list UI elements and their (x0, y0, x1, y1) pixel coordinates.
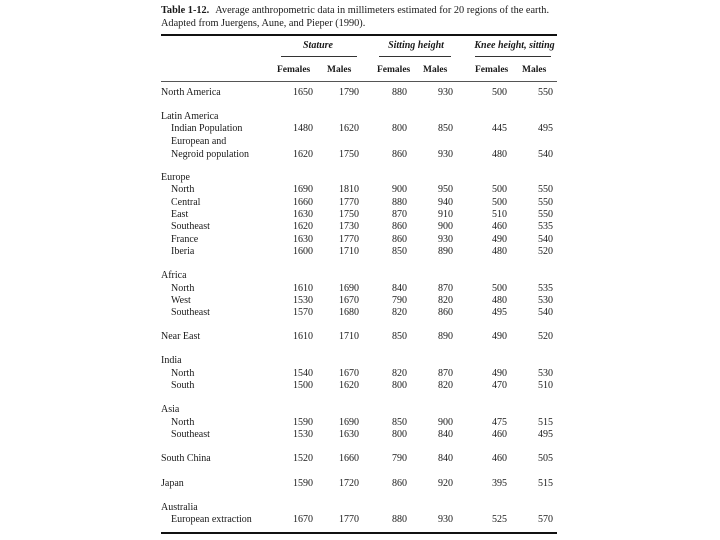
cell-value: 1590 (293, 417, 313, 428)
cell-value: 500 (492, 197, 507, 208)
group-rule-knee-height (475, 56, 551, 57)
row-label: India (161, 355, 182, 366)
cell-value: 535 (538, 283, 553, 294)
cell-value: 870 (438, 283, 453, 294)
cell-value: 550 (538, 87, 553, 98)
cell-value: 870 (438, 368, 453, 379)
cell-value: 930 (438, 87, 453, 98)
cell-value: 930 (438, 149, 453, 160)
row-label: South China (161, 453, 211, 464)
cell-value: 1660 (339, 453, 359, 464)
cell-value: 840 (438, 453, 453, 464)
cell-value: 880 (392, 514, 407, 525)
row-label: West (171, 295, 191, 306)
cell-value: 1770 (339, 197, 359, 208)
cell-value: 1690 (339, 283, 359, 294)
cell-value: 1650 (293, 87, 313, 98)
group-header-sitting-height: Sitting height (388, 40, 444, 51)
row-label: Near East (161, 331, 201, 342)
subheader-stature-males: Males (327, 65, 352, 75)
row-label: Latin America (161, 111, 219, 122)
cell-value: 840 (438, 429, 453, 440)
table-row (161, 123, 557, 135)
cell-value: 860 (392, 478, 407, 489)
cell-value: 550 (538, 197, 553, 208)
cell-value: 490 (492, 368, 507, 379)
cell-value: 550 (538, 209, 553, 220)
cell-value: 1620 (293, 149, 313, 160)
cell-value: 460 (492, 221, 507, 232)
cell-value: 930 (438, 234, 453, 245)
cell-value: 500 (492, 184, 507, 195)
group-rule-sitting-height (379, 56, 451, 57)
cell-value: 860 (392, 234, 407, 245)
cell-value: 920 (438, 478, 453, 489)
cell-value: 1520 (293, 453, 313, 464)
cell-value: 460 (492, 429, 507, 440)
row-label: North (171, 417, 195, 428)
cell-value: 395 (492, 478, 507, 489)
table-row (161, 184, 557, 196)
row-label: North (171, 283, 195, 294)
cell-value: 1710 (339, 331, 359, 342)
table-row (161, 478, 557, 490)
cell-value: 1770 (339, 234, 359, 245)
cell-value: 500 (492, 283, 507, 294)
table-row (161, 453, 557, 465)
cell-value: 850 (392, 417, 407, 428)
table-row (161, 246, 557, 258)
cell-value: 470 (492, 380, 507, 391)
top-rule (161, 34, 557, 36)
cell-value: 1620 (339, 380, 359, 391)
row-label: France (171, 234, 199, 245)
cell-value: 530 (538, 368, 553, 379)
row-label: Asia (161, 404, 180, 415)
cell-value: 1770 (339, 514, 359, 525)
cell-value: 1670 (339, 368, 359, 379)
cell-value: 500 (492, 87, 507, 98)
cell-value: 850 (438, 123, 453, 134)
cell-value: 890 (438, 331, 453, 342)
subheader-sitting-females: Females (377, 65, 411, 75)
table-row (161, 380, 557, 392)
table-caption (161, 4, 557, 30)
cell-value: 1730 (339, 221, 359, 232)
row-label: Africa (161, 270, 187, 281)
cell-value: 900 (438, 417, 453, 428)
cell-value: 1530 (293, 429, 313, 440)
subheader-knee-males: Males (522, 65, 547, 75)
cell-value: 1710 (339, 246, 359, 257)
table-row (161, 149, 557, 161)
cell-value: 1660 (293, 197, 313, 208)
cell-value: 1500 (293, 380, 313, 391)
row-label: Indian Population (171, 123, 243, 134)
cell-value: 1810 (339, 184, 359, 195)
cell-value: 530 (538, 295, 553, 306)
row-label: North (171, 368, 195, 379)
cell-value: 900 (438, 221, 453, 232)
cell-value: 520 (538, 331, 553, 342)
cell-value: 1630 (293, 209, 313, 220)
cell-value: 460 (492, 453, 507, 464)
cell-value: 910 (438, 209, 453, 220)
cell-value: 570 (538, 514, 553, 525)
cell-value: 890 (438, 246, 453, 257)
cell-value: 870 (392, 209, 407, 220)
row-label: North (171, 184, 195, 195)
cell-value: 445 (492, 123, 507, 134)
cell-value: 490 (492, 331, 507, 342)
subheader-knee-females: Females (475, 65, 509, 75)
table-row (161, 368, 557, 380)
table-row (161, 429, 557, 441)
cell-value: 940 (438, 197, 453, 208)
cell-value: 1620 (339, 123, 359, 134)
cell-value: 1630 (339, 429, 359, 440)
cell-value: 1670 (339, 295, 359, 306)
cell-value: 490 (492, 234, 507, 245)
cell-value: 1690 (339, 417, 359, 428)
cell-value: 820 (438, 380, 453, 391)
cell-value: 480 (492, 295, 507, 306)
cell-value: 800 (392, 380, 407, 391)
cell-value: 1530 (293, 295, 313, 306)
cell-value: 495 (538, 429, 553, 440)
cell-value: 540 (538, 234, 553, 245)
cell-value: 1590 (293, 478, 313, 489)
cell-value: 950 (438, 184, 453, 195)
table-row (161, 307, 557, 319)
cell-value: 1630 (293, 234, 313, 245)
table-group-row (161, 172, 557, 184)
cell-value: 820 (392, 368, 407, 379)
cell-value: 820 (392, 307, 407, 318)
cell-value: 860 (438, 307, 453, 318)
row-label: East (171, 209, 189, 220)
group-header-stature: Stature (302, 40, 333, 51)
row-label: Europe (161, 172, 190, 183)
cell-value: 1790 (339, 87, 359, 98)
cell-value: 480 (492, 149, 507, 160)
group-rule-stature (281, 56, 357, 57)
table-document (161, 4, 557, 525)
row-label: Southeast (171, 307, 210, 318)
cell-value: 535 (538, 221, 553, 232)
row-label: Iberia (171, 246, 195, 257)
cell-value: 495 (492, 307, 507, 318)
cell-value: 510 (538, 380, 553, 391)
table-group-row (161, 355, 557, 367)
cell-value: 1610 (293, 331, 313, 342)
cell-value: 540 (538, 149, 553, 160)
cell-value: 1480 (293, 123, 313, 134)
row-label: Southeast (171, 221, 210, 232)
cell-value: 1540 (293, 368, 313, 379)
table-row (161, 331, 557, 343)
row-label: North America (161, 87, 221, 98)
cell-value: 1620 (293, 221, 313, 232)
cell-value: 505 (538, 453, 553, 464)
cell-value: 820 (438, 295, 453, 306)
group-header-knee-height: Knee height, sitting (474, 40, 555, 51)
subheader-sitting-males: Males (423, 65, 448, 75)
table-group-row (161, 111, 557, 123)
cell-value: 525 (492, 514, 507, 525)
caption-label: Table 1-12. (161, 5, 210, 16)
table-row (161, 514, 557, 526)
cell-value: 515 (538, 417, 553, 428)
cell-value: 540 (538, 307, 553, 318)
cell-value: 515 (538, 478, 553, 489)
cell-value: 790 (392, 453, 407, 464)
cell-value: 1610 (293, 283, 313, 294)
table-row (161, 209, 557, 221)
cell-value: 480 (492, 246, 507, 257)
row-label: Southeast (171, 429, 210, 440)
cell-value: 475 (492, 417, 507, 428)
cell-value: 495 (538, 123, 553, 134)
cell-value: 880 (392, 197, 407, 208)
caption-text: Average anthropometric data in millimeters estimated for 20 regions of the earth. Adapted from Juergens, Aune, and Pieper (1990). (161, 5, 550, 29)
table-row (161, 87, 557, 99)
table-row (161, 197, 557, 209)
row-label: South (171, 380, 195, 391)
table-row (161, 234, 557, 246)
cell-value: 1600 (293, 246, 313, 257)
row-label: Central (171, 197, 201, 208)
bottom-rule (161, 532, 557, 534)
header-rule (161, 81, 557, 82)
table-row (161, 283, 557, 295)
table-group-row (161, 502, 557, 514)
table-row (161, 295, 557, 307)
cell-value: 1750 (339, 149, 359, 160)
cell-value: 510 (492, 209, 507, 220)
row-label: European extraction (171, 514, 252, 525)
subheader-stature-females: Females (277, 65, 311, 75)
cell-value: 1690 (293, 184, 313, 195)
cell-value: 860 (392, 221, 407, 232)
table-row (161, 221, 557, 233)
cell-value: 1720 (339, 478, 359, 489)
cell-value: 520 (538, 246, 553, 257)
cell-value: 900 (392, 184, 407, 195)
cell-value: 860 (392, 149, 407, 160)
table-group-row (161, 136, 557, 148)
row-label: Negroid population (171, 149, 250, 160)
cell-value: 800 (392, 429, 407, 440)
row-label: Australia (161, 502, 198, 513)
row-label: Japan (161, 478, 184, 489)
cell-value: 1570 (293, 307, 313, 318)
cell-value: 850 (392, 246, 407, 257)
cell-value: 1670 (293, 514, 313, 525)
cell-value: 800 (392, 123, 407, 134)
cell-value: 790 (392, 295, 407, 306)
cell-value: 550 (538, 184, 553, 195)
table-row (161, 417, 557, 429)
cell-value: 930 (438, 514, 453, 525)
cell-value: 880 (392, 87, 407, 98)
cell-value: 1750 (339, 209, 359, 220)
table-group-row (161, 270, 557, 282)
table-group-row (161, 404, 557, 416)
cell-value: 1680 (339, 307, 359, 318)
cell-value: 850 (392, 331, 407, 342)
cell-value: 840 (392, 283, 407, 294)
row-label: European and (171, 136, 227, 147)
